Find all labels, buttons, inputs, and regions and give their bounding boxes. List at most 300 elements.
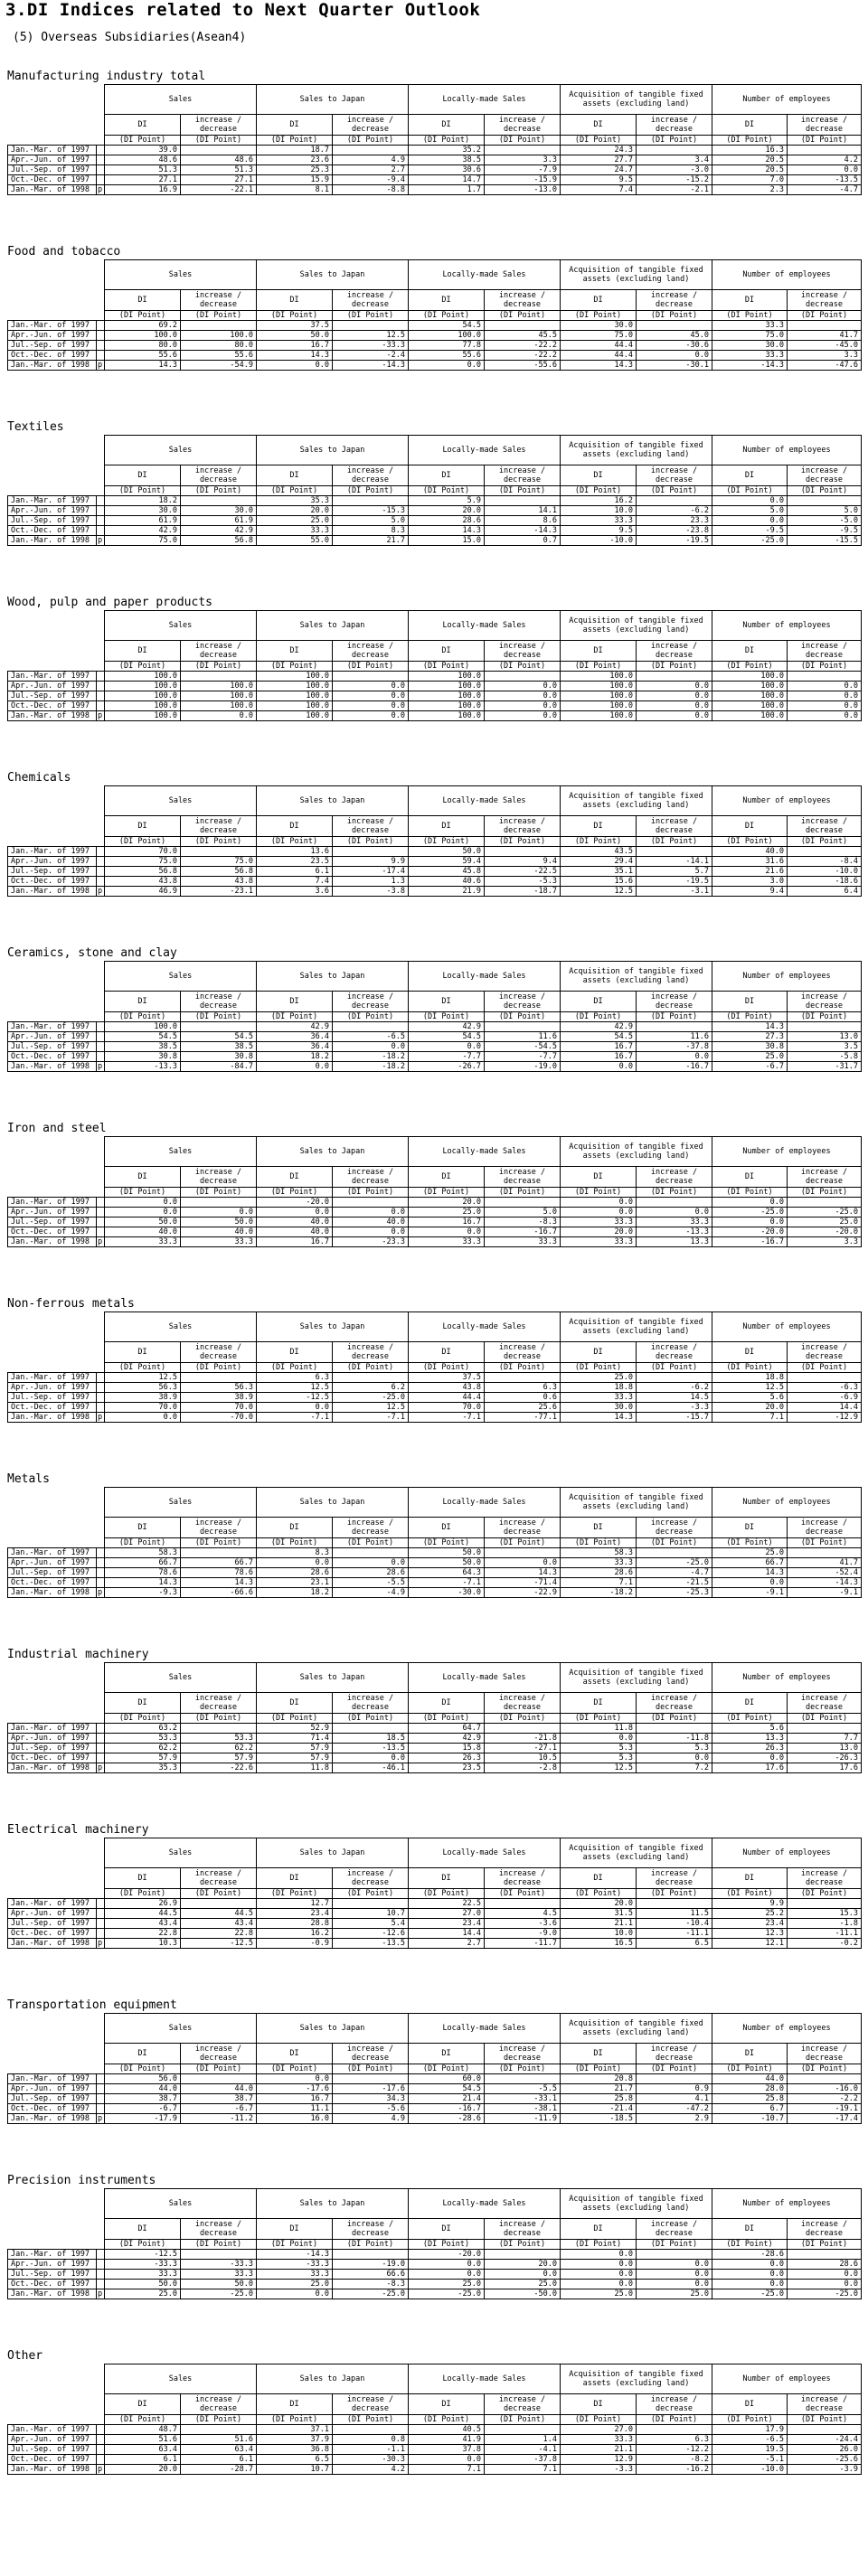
value-cell: 0.0 <box>637 711 712 721</box>
column-group-header: Acquisition of tangible fixed assets (excluding land) <box>561 260 712 290</box>
unit-label: (DI Point) <box>485 1714 561 1724</box>
value-cell: 55.6 <box>105 351 181 361</box>
value-cell <box>485 1022 561 1032</box>
value-cell: 37.5 <box>257 321 333 331</box>
value-cell: -7.1 <box>409 1413 485 1423</box>
value-cell <box>181 1899 257 1909</box>
period-label: Oct.-Dec. of 1997 <box>8 2104 97 2114</box>
unit-label: (DI Point) <box>333 1538 409 1548</box>
table-row <box>8 1373 862 1383</box>
value-cell: 17.6 <box>788 1763 862 1773</box>
period-label: Jan.-Mar. of 1997 <box>8 2425 97 2435</box>
value-cell: 0.0 <box>788 691 862 701</box>
value-cell: 11.8 <box>561 1724 637 1734</box>
value-cell: 28.6 <box>333 1568 409 1578</box>
change-header: increase / decrease <box>485 1167 561 1188</box>
value-cell: 14.5 <box>637 1393 712 1403</box>
corner-cell <box>8 1693 105 1714</box>
period-label: Jul.-Sep. of 1997 <box>8 2094 97 2104</box>
di-header: DI <box>409 992 485 1012</box>
value-cell: 0.0 <box>712 516 788 526</box>
table-row <box>8 701 862 711</box>
period-label: Jan.-Mar. of 1998 <box>8 1939 97 1949</box>
value-cell: 3.0 <box>712 877 788 887</box>
value-cell: 38.9 <box>181 1393 257 1403</box>
preliminary-flag <box>97 496 105 506</box>
corner-cell <box>8 641 105 662</box>
value-cell: 10.3 <box>105 1939 181 1949</box>
table-row <box>8 165 862 175</box>
value-cell: 0.0 <box>637 691 712 701</box>
table-row <box>8 146 862 155</box>
unit-label: (DI Point) <box>333 2240 409 2250</box>
value-cell: 53.3 <box>181 1734 257 1744</box>
value-cell: 10.7 <box>333 1909 409 1919</box>
preliminary-flag <box>97 2270 105 2280</box>
table-row <box>8 2289 862 2299</box>
change-header: increase / decrease <box>181 992 257 1012</box>
change-header: increase / decrease <box>485 465 561 486</box>
corner-cell <box>8 1838 105 1868</box>
value-cell <box>637 1899 712 1909</box>
value-cell: -16.7 <box>409 2104 485 2114</box>
value-cell <box>333 1373 409 1383</box>
di-header: DI <box>409 290 485 311</box>
value-cell <box>485 1724 561 1734</box>
table-row <box>8 351 862 361</box>
value-cell: 48.7 <box>105 2425 181 2435</box>
value-cell: 25.8 <box>561 2094 637 2104</box>
value-cell: 23.4 <box>409 1919 485 1929</box>
value-cell <box>637 2074 712 2084</box>
column-group-header: Locally-made Sales <box>409 1312 561 1342</box>
value-cell: 14.3 <box>561 1413 637 1423</box>
header-row-groups <box>8 436 862 465</box>
corner-cell <box>8 1868 105 1889</box>
corner-cell <box>8 2014 105 2044</box>
value-cell: 0.0 <box>257 1558 333 1568</box>
value-cell: 61.9 <box>181 516 257 526</box>
value-cell: 1.7 <box>409 185 485 195</box>
value-cell: 40.0 <box>181 1227 257 1237</box>
value-cell: -31.7 <box>788 1062 862 1072</box>
value-cell: 16.2 <box>561 496 637 506</box>
di-header: DI <box>409 816 485 837</box>
di-header: DI <box>257 992 333 1012</box>
value-cell: 75.0 <box>105 857 181 867</box>
section-title: Other <box>7 2349 43 2363</box>
value-cell: 100.0 <box>409 331 485 341</box>
period-label: Jan.-Mar. of 1997 <box>8 1198 97 1208</box>
value-cell: 0.0 <box>485 711 561 721</box>
value-cell: 64.7 <box>409 1724 485 1734</box>
value-cell: 0.0 <box>712 1578 788 1588</box>
table-row <box>8 1413 862 1423</box>
column-group-header: Sales <box>105 1488 257 1518</box>
di-header: DI <box>712 465 788 486</box>
value-cell: 100.0 <box>561 682 637 691</box>
table-row <box>8 1383 862 1393</box>
value-cell: 33.3 <box>712 321 788 331</box>
unit-label: (DI Point) <box>181 662 257 672</box>
preliminary-flag <box>97 1929 105 1939</box>
unit-label: (DI Point) <box>712 486 788 496</box>
column-group-header: Locally-made Sales <box>409 2014 561 2044</box>
value-cell <box>485 1373 561 1383</box>
value-cell: 22.5 <box>409 1899 485 1909</box>
value-cell: 40.0 <box>257 1227 333 1237</box>
value-cell: 0.0 <box>257 2074 333 2084</box>
value-cell: -6.5 <box>333 1032 409 1042</box>
value-cell: 0.0 <box>561 1062 637 1072</box>
value-cell: -9.3 <box>105 1588 181 1598</box>
value-cell: -25.0 <box>333 1393 409 1403</box>
value-cell: 0.0 <box>712 496 788 506</box>
value-cell: -3.9 <box>788 2465 862 2475</box>
table-row <box>8 1217 862 1227</box>
value-cell: 100.0 <box>409 682 485 691</box>
value-cell: 31.6 <box>712 857 788 867</box>
unit-label: (DI Point) <box>409 1012 485 1022</box>
value-cell: -18.2 <box>333 1052 409 1062</box>
change-header: increase / decrease <box>333 2394 409 2415</box>
value-cell <box>485 1548 561 1558</box>
preliminary-flag <box>97 341 105 351</box>
di-header: DI <box>712 2219 788 2240</box>
period-label: Jul.-Sep. of 1997 <box>8 516 97 526</box>
value-cell <box>637 2250 712 2260</box>
value-cell: 51.3 <box>105 165 181 175</box>
column-group-header: Locally-made Sales <box>409 786 561 816</box>
value-cell: 12.5 <box>561 887 637 897</box>
unit-label: (DI Point) <box>409 2240 485 2250</box>
change-header: increase / decrease <box>788 1167 862 1188</box>
di-header: DI <box>105 2394 181 2415</box>
value-cell: 44.4 <box>561 351 637 361</box>
unit-label: (DI Point) <box>105 1714 181 1724</box>
value-cell: -22.2 <box>485 351 561 361</box>
di-header: DI <box>561 1342 637 1363</box>
value-cell: -26.3 <box>788 1753 862 1763</box>
value-cell: -11.7 <box>485 1939 561 1949</box>
value-cell: -25.0 <box>788 1208 862 1217</box>
column-group-header: Number of employees <box>712 2189 862 2219</box>
value-cell: 25.0 <box>561 1373 637 1383</box>
preliminary-flag <box>97 1548 105 1558</box>
column-group-header: Sales to Japan <box>257 85 409 115</box>
value-cell: 50.0 <box>409 847 485 857</box>
value-cell: 4.5 <box>485 1909 561 1919</box>
value-cell: 60.0 <box>409 2074 485 2084</box>
preliminary-flag <box>97 1558 105 1568</box>
value-cell: 4.9 <box>333 155 409 165</box>
table-row <box>8 2280 862 2289</box>
value-cell: -33.3 <box>105 2260 181 2270</box>
value-cell: 5.3 <box>637 1744 712 1753</box>
unit-label: (DI Point) <box>788 311 862 321</box>
corner-cell <box>8 1312 105 1342</box>
value-cell: -5.5 <box>485 2084 561 2094</box>
di-header: DI <box>257 1518 333 1538</box>
preliminary-flag <box>97 867 105 877</box>
period-label: Jan.-Mar. of 1998 <box>8 1237 97 1247</box>
value-cell: 7.1 <box>561 1578 637 1588</box>
value-cell: -11.1 <box>788 1929 862 1939</box>
value-cell: 30.0 <box>712 341 788 351</box>
value-cell: -10.0 <box>712 2465 788 2475</box>
preliminary-flag <box>97 1052 105 1062</box>
value-cell: 13.3 <box>712 1734 788 1744</box>
value-cell: -12.2 <box>637 2445 712 2455</box>
preliminary-flag: p <box>97 1237 105 1247</box>
column-group-header: Locally-made Sales <box>409 2189 561 2219</box>
unit-label: (DI Point) <box>105 2064 181 2074</box>
header-row-units <box>8 1889 862 1899</box>
value-cell: 40.0 <box>333 1217 409 1227</box>
value-cell: 50.0 <box>409 1548 485 1558</box>
value-cell: 69.2 <box>105 321 181 331</box>
corner-cell <box>8 2044 105 2064</box>
value-cell <box>485 847 561 857</box>
value-cell: 9.4 <box>712 887 788 897</box>
value-cell: -52.4 <box>788 1568 862 1578</box>
column-group-header: Locally-made Sales <box>409 1663 561 1693</box>
value-cell: -4.7 <box>788 185 862 195</box>
column-group-header: Acquisition of tangible fixed assets (excluding land) <box>561 2189 712 2219</box>
unit-label: (DI Point) <box>485 1538 561 1548</box>
corner-cell <box>8 436 105 465</box>
corner-cell <box>8 786 105 816</box>
unit-label: (DI Point) <box>637 1188 712 1198</box>
column-group-header: Number of employees <box>712 1838 862 1868</box>
value-cell: 7.4 <box>561 185 637 195</box>
value-cell: 27.3 <box>712 1032 788 1042</box>
header-row-groups <box>8 2364 862 2394</box>
value-cell: 20.0 <box>105 2465 181 2475</box>
value-cell: -7.7 <box>485 1052 561 1062</box>
value-cell: -5.0 <box>788 516 862 526</box>
value-cell: -33.3 <box>333 341 409 351</box>
change-header: increase / decrease <box>637 816 712 837</box>
preliminary-flag <box>97 2094 105 2104</box>
value-cell: 14.7 <box>409 175 485 185</box>
table-row <box>8 536 862 546</box>
preliminary-flag <box>97 691 105 701</box>
unit-label: (DI Point) <box>637 136 712 146</box>
unit-label: (DI Point) <box>712 1012 788 1022</box>
value-cell: 12.5 <box>333 1403 409 1413</box>
value-cell: 6.3 <box>257 1373 333 1383</box>
header-row-groups <box>8 260 862 290</box>
unit-label: (DI Point) <box>485 662 561 672</box>
table-row <box>8 2465 862 2475</box>
value-cell: -11.2 <box>181 2114 257 2124</box>
preliminary-flag <box>97 165 105 175</box>
di-header: DI <box>409 641 485 662</box>
value-cell: -1.8 <box>788 1919 862 1929</box>
unit-label: (DI Point) <box>485 1889 561 1899</box>
value-cell: 12.9 <box>561 2455 637 2465</box>
value-cell: 14.3 <box>485 1568 561 1578</box>
value-cell: 12.5 <box>712 1383 788 1393</box>
di-header: DI <box>561 816 637 837</box>
column-group-header: Number of employees <box>712 1488 862 1518</box>
unit-label: (DI Point) <box>105 1012 181 1022</box>
di-header: DI <box>712 816 788 837</box>
value-cell: 0.0 <box>257 361 333 371</box>
change-header: increase / decrease <box>637 115 712 136</box>
header-row-subcols <box>8 641 862 662</box>
preliminary-flag <box>97 1568 105 1578</box>
change-header: increase / decrease <box>637 465 712 486</box>
unit-label: (DI Point) <box>637 486 712 496</box>
value-cell: 33.3 <box>637 1217 712 1227</box>
change-header: increase / decrease <box>637 2044 712 2064</box>
period-label: Jan.-Mar. of 1998 <box>8 1062 97 1072</box>
corner-cell <box>8 290 105 311</box>
header-row-subcols <box>8 1342 862 1363</box>
value-cell: 4.1 <box>637 2094 712 2104</box>
di-header: DI <box>105 641 181 662</box>
di-header: DI <box>561 2044 637 2064</box>
value-cell: 23.3 <box>637 516 712 526</box>
value-cell: 13.3 <box>637 1237 712 1247</box>
unit-label: (DI Point) <box>181 1538 257 1548</box>
value-cell: 14.3 <box>712 1022 788 1032</box>
value-cell: 3.4 <box>637 155 712 165</box>
value-cell: 100.0 <box>712 701 788 711</box>
header-row-subcols <box>8 1693 862 1714</box>
value-cell: -5.8 <box>788 1052 862 1062</box>
value-cell: -11.1 <box>637 1929 712 1939</box>
value-cell: 0.0 <box>637 701 712 711</box>
value-cell: 30.0 <box>561 321 637 331</box>
industry-section <box>7 244 861 371</box>
value-cell: -8.3 <box>485 1217 561 1227</box>
column-group-header: Acquisition of tangible fixed assets (excluding land) <box>561 2014 712 2044</box>
value-cell: 20.0 <box>712 1403 788 1413</box>
value-cell: 35.2 <box>409 146 485 155</box>
value-cell <box>485 321 561 331</box>
value-cell: 38.7 <box>105 2094 181 2104</box>
unit-label: (DI Point) <box>181 2240 257 2250</box>
unit-label: (DI Point) <box>788 486 862 496</box>
value-cell: 43.4 <box>181 1919 257 1929</box>
value-cell: 100.0 <box>712 711 788 721</box>
value-cell: -54.9 <box>181 361 257 371</box>
unit-label: (DI Point) <box>105 2240 181 2250</box>
value-cell: 100.0 <box>105 711 181 721</box>
column-group-header: Locally-made Sales <box>409 611 561 641</box>
preliminary-flag <box>97 321 105 331</box>
unit-label: (DI Point) <box>637 837 712 847</box>
value-cell: 7.2 <box>637 1763 712 1773</box>
value-cell: 44.4 <box>561 341 637 351</box>
unit-label: (DI Point) <box>712 136 788 146</box>
unit-label: (DI Point) <box>409 2064 485 2074</box>
value-cell <box>333 2074 409 2084</box>
change-header: increase / decrease <box>333 2219 409 2240</box>
di-header: DI <box>257 1693 333 1714</box>
table-row <box>8 1198 862 1208</box>
header-row-subcols <box>8 2219 862 2240</box>
unit-label: (DI Point) <box>409 311 485 321</box>
preliminary-flag <box>97 516 105 526</box>
data-table <box>7 1136 862 1247</box>
di-header: DI <box>257 1868 333 1889</box>
value-cell: 100.0 <box>712 682 788 691</box>
preliminary-flag: p <box>97 887 105 897</box>
unit-label: (DI Point) <box>637 662 712 672</box>
value-cell <box>181 1022 257 1032</box>
value-cell: 25.0 <box>257 516 333 526</box>
value-cell: 50.0 <box>181 2280 257 2289</box>
value-cell: 40.0 <box>257 1217 333 1227</box>
change-header: increase / decrease <box>485 641 561 662</box>
value-cell: 66.7 <box>181 1558 257 1568</box>
period-label: Jul.-Sep. of 1997 <box>8 1393 97 1403</box>
value-cell: 27.1 <box>105 175 181 185</box>
value-cell <box>788 1022 862 1032</box>
preliminary-flag <box>97 1393 105 1403</box>
unit-label: (DI Point) <box>637 1538 712 1548</box>
value-cell: 0.0 <box>712 1217 788 1227</box>
data-table <box>7 84 862 195</box>
data-table <box>7 1662 862 1773</box>
value-cell: 21.7 <box>333 536 409 546</box>
change-header: increase / decrease <box>637 1868 712 1889</box>
di-header: DI <box>409 1518 485 1538</box>
value-cell <box>485 2250 561 2260</box>
value-cell: 66.7 <box>105 1558 181 1568</box>
unit-label: (DI Point) <box>257 1714 333 1724</box>
value-cell: -3.3 <box>561 2465 637 2475</box>
table-row <box>8 2250 862 2260</box>
value-cell: 0.0 <box>485 682 561 691</box>
section-title: Electrical machinery <box>7 1823 149 1837</box>
value-cell: -12.5 <box>257 1393 333 1403</box>
value-cell: 12.1 <box>712 1939 788 1949</box>
value-cell: 16.7 <box>257 1237 333 1247</box>
value-cell: 18.7 <box>257 146 333 155</box>
period-label: Jan.-Mar. of 1997 <box>8 2074 97 2084</box>
value-cell: -12.5 <box>181 1939 257 1949</box>
di-header: DI <box>105 290 181 311</box>
unit-label: (DI Point) <box>712 1714 788 1724</box>
value-cell: -19.1 <box>788 2104 862 2114</box>
value-cell: 100.0 <box>409 711 485 721</box>
value-cell: -3.0 <box>637 165 712 175</box>
value-cell: 8.1 <box>257 185 333 195</box>
di-header: DI <box>409 1693 485 1714</box>
value-cell: 20.8 <box>561 2074 637 2084</box>
header-row-groups <box>8 1663 862 1693</box>
column-group-header: Sales <box>105 1838 257 1868</box>
period-label: Jan.-Mar. of 1997 <box>8 146 97 155</box>
preliminary-flag <box>97 351 105 361</box>
corner-cell <box>8 136 105 146</box>
value-cell: 21.1 <box>561 1919 637 1929</box>
table-row <box>8 1568 862 1578</box>
value-cell: 51.6 <box>181 2435 257 2445</box>
value-cell: 44.0 <box>105 2084 181 2094</box>
preliminary-flag <box>97 1744 105 1753</box>
change-header: increase / decrease <box>788 1518 862 1538</box>
value-cell: -6.7 <box>712 1062 788 1072</box>
change-header: increase / decrease <box>637 2219 712 2240</box>
column-group-header: Sales <box>105 2364 257 2394</box>
unit-label: (DI Point) <box>333 311 409 321</box>
